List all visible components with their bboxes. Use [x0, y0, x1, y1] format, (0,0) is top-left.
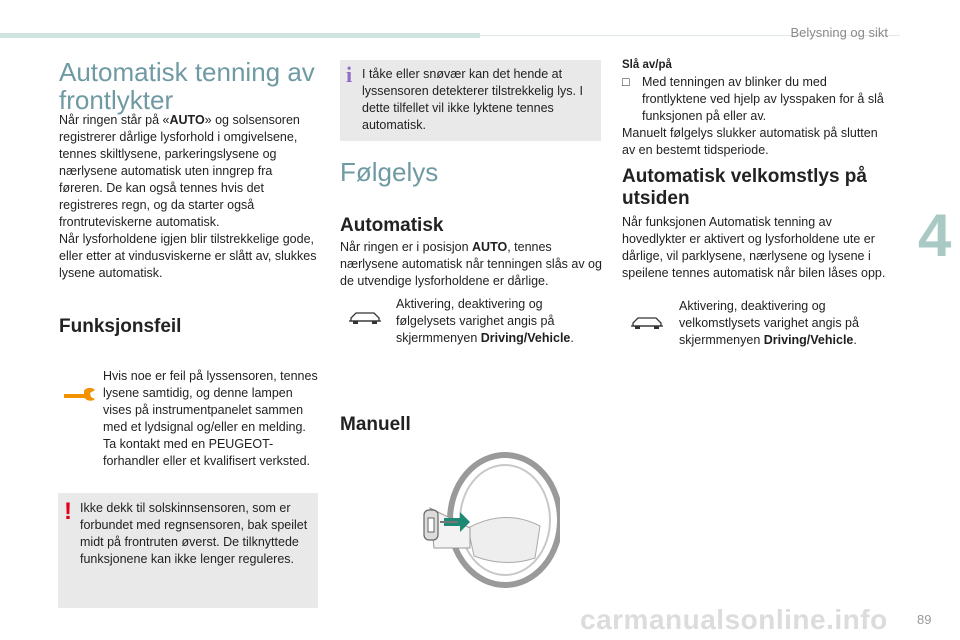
- page-number: 89: [917, 612, 932, 627]
- watermark: carmanualsonline.info: [580, 604, 888, 635]
- intro-text-post: » og solsensoren registrerer dårlige lysforhold i omgivelsene, tennes skiltlysene, parkeringslysene og nærlysene automatisk uten inngrep fra føreren. De kan også tennes hvis det registreres regn, og da starter også frontruteviskerne automatisk.: [59, 113, 300, 229]
- welcome-menu-period: .: [853, 333, 857, 347]
- page-title-line2: frontlykter: [59, 85, 174, 115]
- exclamation-icon: !: [64, 498, 72, 525]
- follow-me-heading: Følgelys: [340, 157, 439, 187]
- automatic-text: Når ringen er i posisjon: [340, 240, 473, 254]
- automatic-heading: Automatisk: [340, 215, 444, 236]
- automatic-menu-paragraph: [396, 296, 596, 347]
- info-icon: i: [346, 62, 353, 87]
- fault-heading: Funksjonsfeil: [59, 316, 182, 337]
- chapter-number: 4: [918, 202, 952, 269]
- welcome-heading-line2: utsiden: [622, 188, 690, 209]
- welcome-heading-line1: Automatisk velkomstlys på: [622, 166, 867, 187]
- fault-paragraph: [103, 368, 318, 470]
- automatic-menu-driving: Driving/Vehicle: [480, 331, 571, 345]
- steering-wheel-illustration: [410, 448, 560, 588]
- header-bar: [0, 33, 480, 38]
- car-icon: [348, 309, 382, 327]
- intro-auto: AUTO: [169, 113, 205, 127]
- section-title: Belysning og sikt: [790, 25, 888, 40]
- page-title-line1: Automatisk tenning av: [59, 57, 315, 87]
- welcome-heading: [622, 166, 902, 210]
- on-off-end: Manuelt følgelys slukker automatisk på slutten av en bestemt tidsperiode.: [622, 126, 878, 157]
- intro-paragraph-2: Når lysforholdene igjen blir tilstrekkelige gode, eller etter at vindusviskerne er slått av, slukkes lysene automatisk.: [59, 232, 317, 280]
- automatic-menu-text: Aktivering, deaktivering og følgelysets varighet angis på skjermmenyen: [396, 297, 555, 345]
- intro-paragraph: [59, 112, 317, 282]
- on-off-item: Med tenningen av blinker du med frontlyktene ved hjelp av lysspaken for å slå funksjonen på eller av.: [642, 75, 884, 123]
- automatic-menu-period: .: [570, 331, 574, 345]
- automatic-auto: AUTO: [472, 240, 508, 254]
- automatic-paragraph: [340, 239, 605, 290]
- info-text: I tåke eller snøvær kan det hende at lyssensoren detekterer tilstrekkelig lys. I dette tilfellet vil ikke lyktene tennes automatisk.: [362, 67, 583, 132]
- welcome-menu-driving: Driving/Vehicle: [763, 333, 854, 347]
- welcome-menu-paragraph: [679, 298, 879, 349]
- manual-heading: Manuell: [340, 414, 411, 435]
- intro-text: Når ringen står på «: [59, 113, 170, 127]
- automatic-text-post: , tennes nærlysene automatisk når tenningen slås av og de utvendige lysforholdene er dårlige.: [340, 240, 602, 288]
- car-icon-2: [630, 314, 664, 332]
- warning-text: Ikke dekk til solskinnsensoren, som er forbundet med regnsensoren, bak speilet midt på frontruten øverst. De tilknyttede funksjonene kan ikke lenger reguleres.: [80, 501, 308, 566]
- on-off-heading: Slå av/på: [622, 59, 672, 71]
- fault-text-2: Ta kontakt med en PEUGEOT-forhandler eller et kvalifisert verksted.: [103, 437, 311, 468]
- welcome-paragraph: Når funksjonen Automatisk tenning av hovedlykter er aktivert og lysforholdene ute er dårlige, vil parklysene, nærlysene og lysene i speilene tennes automatisk når bilen låses opp.: [622, 215, 886, 280]
- wrench-warning-icon: [62, 384, 98, 404]
- fault-text: Hvis noe er feil på lyssensoren, tennes lysene samtidig, og denne lampen vises på instrumentpanelet sammen med et lydsignal og/eller en melding.: [103, 369, 318, 434]
- bullet-icon: □: [622, 75, 630, 89]
- welcome-menu-text: Aktivering, deaktivering og velkomstlysets varighet angis på skjermmenyen: [679, 299, 859, 347]
- page-title: [59, 58, 329, 114]
